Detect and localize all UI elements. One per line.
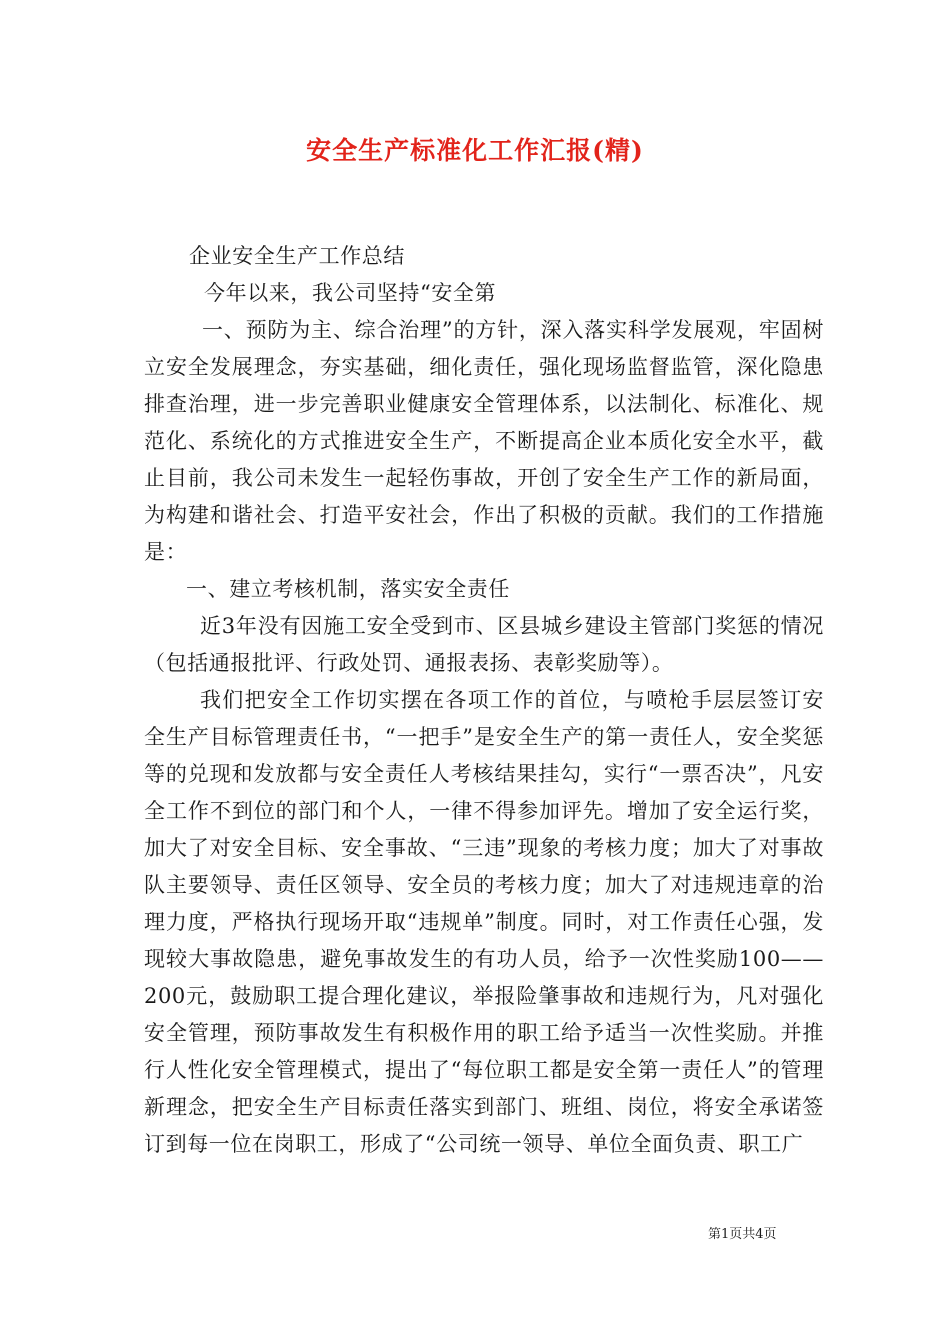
document-subtitle: 企业安全生产工作总结: [189, 244, 405, 268]
document-body: [144, 238, 824, 1163]
paragraph: 近3年没有因施工安全受到市、区县城乡建设主管部门奖惩的情况（包括通报批评、行政处罚、通报表扬、表彰奖励等）。: [144, 614, 824, 675]
paragraph: 今年以来，我公司坚持“安全第: [204, 281, 497, 305]
section-heading: 一、建立考核机制，落实安全责任: [186, 577, 510, 601]
paragraph: 我们把安全工作切实摆在各项工作的首位，与喷枪手层层签订安全生产目标管理责任书，“一把手”是安全生产的第一责任人，安全奖惩等的兑现和发放都与安全责任人考核结果挂勾，实行“一票否决”，凡安全工作不到位的部门和个人，一律不得参加评先。增加了安全运行奖，加大了对安全目标、安全事故、“三违”现象的考核力度；加大了对事故队主要领导、责任区领导、安全员的考核力度；加大了对违规违章的治理力度，严格执行现场开取“违规单”制度。同时，对工作责任心强，发现较大事故隐患，避免事故发生的有功人员，给予一次性奖励100——200元，鼓励职工提合理化建议，举报险肇事故和违规行为，凡对强化安全管理，预防事故发生有积极作用的职工给予适当一次性奖励。并推行人性化安全管理模式，提出了“每位职工都是安全第一责任人”的管理新理念，把安全生产目标责任落实到部门、班组、岗位，将安全承诺签订到每一位在岗职工，形成了“公司统一领导、单位全面负责、职工广: [144, 688, 824, 1156]
paragraph: 一、预防为主、综合治理”的方针，深入落实科学发展观，牢固树立安全发展理念，夯实基础，细化责任，强化现场监督监管，深化隐患排查治理，进一步完善职业健康安全管理体系，以法制化、标准化、规范化、系统化的方式推进安全生产，不断提高企业本质化安全水平，截止目前，我公司未发生一起轻伤事故，开创了安全生产工作的新局面，为构建和谐社会、打造平安社会，作出了积极的贡献。我们的工作措施是：: [144, 318, 824, 564]
document-title: 安全生产标准化工作汇报(精): [306, 136, 644, 165]
page-number: 第1页共4页: [708, 1227, 777, 1242]
